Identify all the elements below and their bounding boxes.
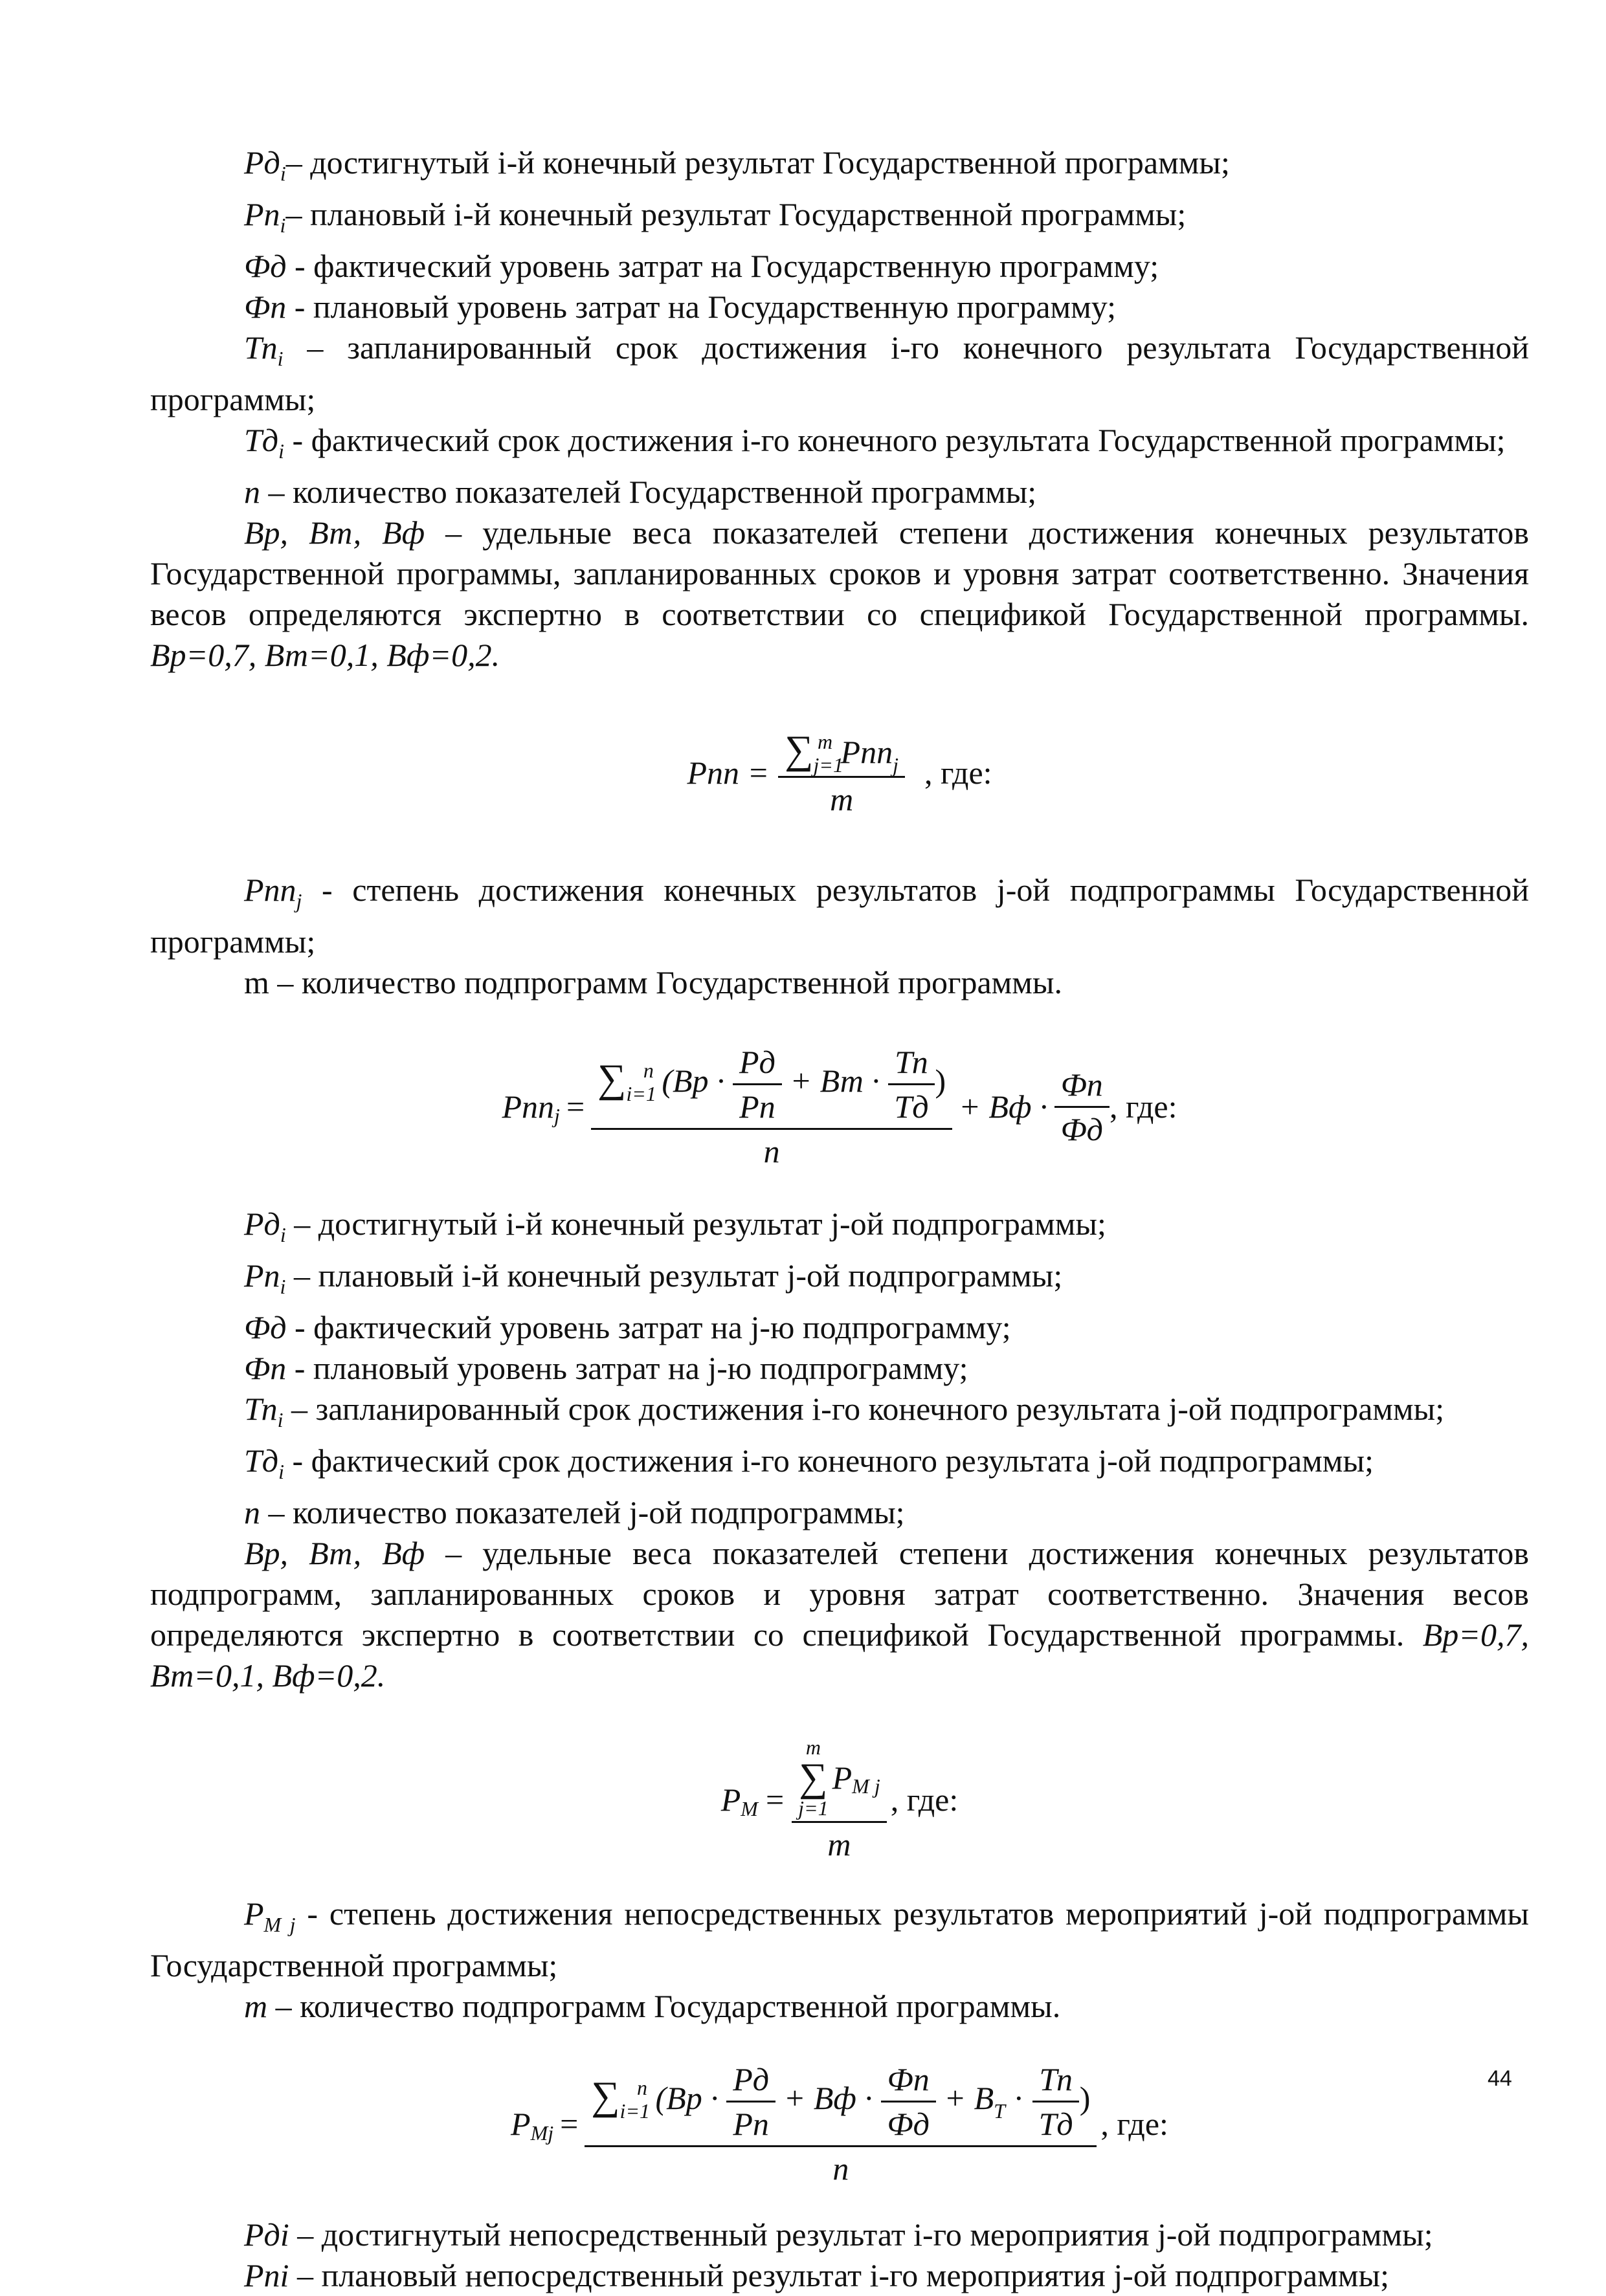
formula-lhs: Pпп = [687, 755, 770, 791]
definition-line: Pдi – достигнутый непосредственный результат i-го мероприятия j-ой подпрограммы; [244, 2216, 1433, 2253]
definitions-block-3 [150, 1204, 1529, 1696]
definitions-block-1 [150, 142, 1529, 676]
page-number: 44 [1488, 2066, 1512, 2091]
definition-line: Фд - фактический уровень затрат на j-ю подпрограмму; [244, 1309, 1011, 1345]
formula-ppp: Pпп = $\frac{\sum_{j=1}^m Pпп_j}{m}$ , где: [687, 728, 992, 817]
page-content [150, 142, 1529, 2296]
definition-line: $Тп_i$ – запланированный срок достижения i-го конечного результата Государственной программы; [150, 329, 1529, 417]
definition-line: $Pп_i-$ плановый i-й конечный результат Государственной программы; [244, 196, 1187, 237]
definition-line: $Тп_i$ – запланированный срок достижения i-го конечного результата j-ой подпрограммы; [244, 1391, 1445, 1431]
fraction: m ∑ j=1 P M j m [792, 1737, 887, 1863]
definition-line: $Pд_i-$ достигнутый i-й конечный результат Государственной программы; [244, 144, 1230, 185]
definition-line: $Pд_i$ – достигнутый i-й конечный результат j-ой подпрограммы; [244, 1206, 1106, 1246]
fraction: $\sum_{i=1}^n$ (Вр · $\frac{Pд}{Pп}$ + Вт · $\frac{Тп}{Тд}$ ) n [591, 1043, 952, 1170]
definition-line: n – количество показателей j-ой подпрограммы; [244, 1494, 905, 1530]
weights-paragraph: Вр, Вт, Вф – удельные веса показателей степени достижения конечных результатов Государственной программы, запланированных сроков и уровня затрат соответственно. Значения весов определяются экспертно в соответствии со спецификой Государственной программы. Вр=0,7, Вт=0,1, Вф=0,2. [150, 514, 1529, 673]
definition-line: $Pп_i$ – плановый i-й конечный результат j-ой подпрограммы; [244, 1257, 1063, 1298]
formula-ppp-j: Pпп j = $\sum_{i=1}^n$ (Вр · $\frac{Pд}{Pп}$ + Вт · $\frac{Тп}{Тд}$ ) n + Вф · $\frac{Фп}{Фд}$ , где: [502, 1044, 1177, 1169]
definition-line: $Тд_i$ - фактический срок достижения i-го конечного результата j-ой подпрограммы; [244, 1442, 1374, 1483]
definition-line: Фд - фактический уровень затрат на Государственную программу; [244, 248, 1159, 284]
definition-line: Фп - плановый уровень затрат на Государственную программу; [244, 289, 1117, 325]
definitions-block-4 [150, 1893, 1529, 2027]
definition-line: n – количество показателей Государственной программы; [244, 474, 1037, 510]
formula-pmj: P Mj = $\sum_{i=1}^n$ (Вр · $\frac{Pд}{Pп}$ + Вф · $\frac{Фп}{Фд}$ + $В_Т$ · $\frac{Тп}{Тд}$ ) n , где: [511, 2061, 1168, 2187]
formula-pm: P M = m ∑ j=1 P M j m , где: [720, 1735, 959, 1862]
weights-paragraph: Вр, Вт, Вф – удельные веса показателей степени достижения конечных результатов подпрограмм, запланированных сроков и уровня затрат соответственно. Значения весов определяются экспертно в соответствии со спецификой Государственной программы. Вр=0,7, Вт=0,1, Вф=0,2. [150, 1535, 1529, 1694]
definition-line: m – количество подпрограмм Государственной программы. [244, 1988, 1061, 2024]
definition-line: $P_{M j}$ - степень достижения непосредственных результатов мероприятий j-ой подпрограммы Государственной программы; [150, 1895, 1529, 1983]
definition-line: $Тд_i$ - фактический срок достижения i-го конечного результата Государственной программы; [244, 422, 1506, 463]
definitions-block-2 [150, 870, 1529, 1003]
definition-line: Pпi – плановый непосредственный результат i-го мероприятия j-ой подпрограммы; [244, 2257, 1389, 2293]
definition-line: m – количество подпрограмм Государственной программы. [244, 964, 1063, 1000]
definitions-block-5 [150, 2214, 1529, 2296]
definition-line: Фп - плановый уровень затрат на j-ю подпрограмму; [244, 1350, 968, 1386]
fraction: $\frac{\sum_{j=1}^m Pпп_j}{m}$ [778, 727, 905, 818]
definition-line: Pпп$_j$ - степень достижения конечных результатов j-ой подпрограммы Государственной программы; [150, 872, 1529, 960]
fraction: $\sum_{i=1}^n$ (Вр · $\frac{Pд}{Pп}$ + Вф · $\frac{Фп}{Фд}$ + $В_Т$ · $\frac{Тп}{Тд}$ ) n [585, 2060, 1097, 2187]
